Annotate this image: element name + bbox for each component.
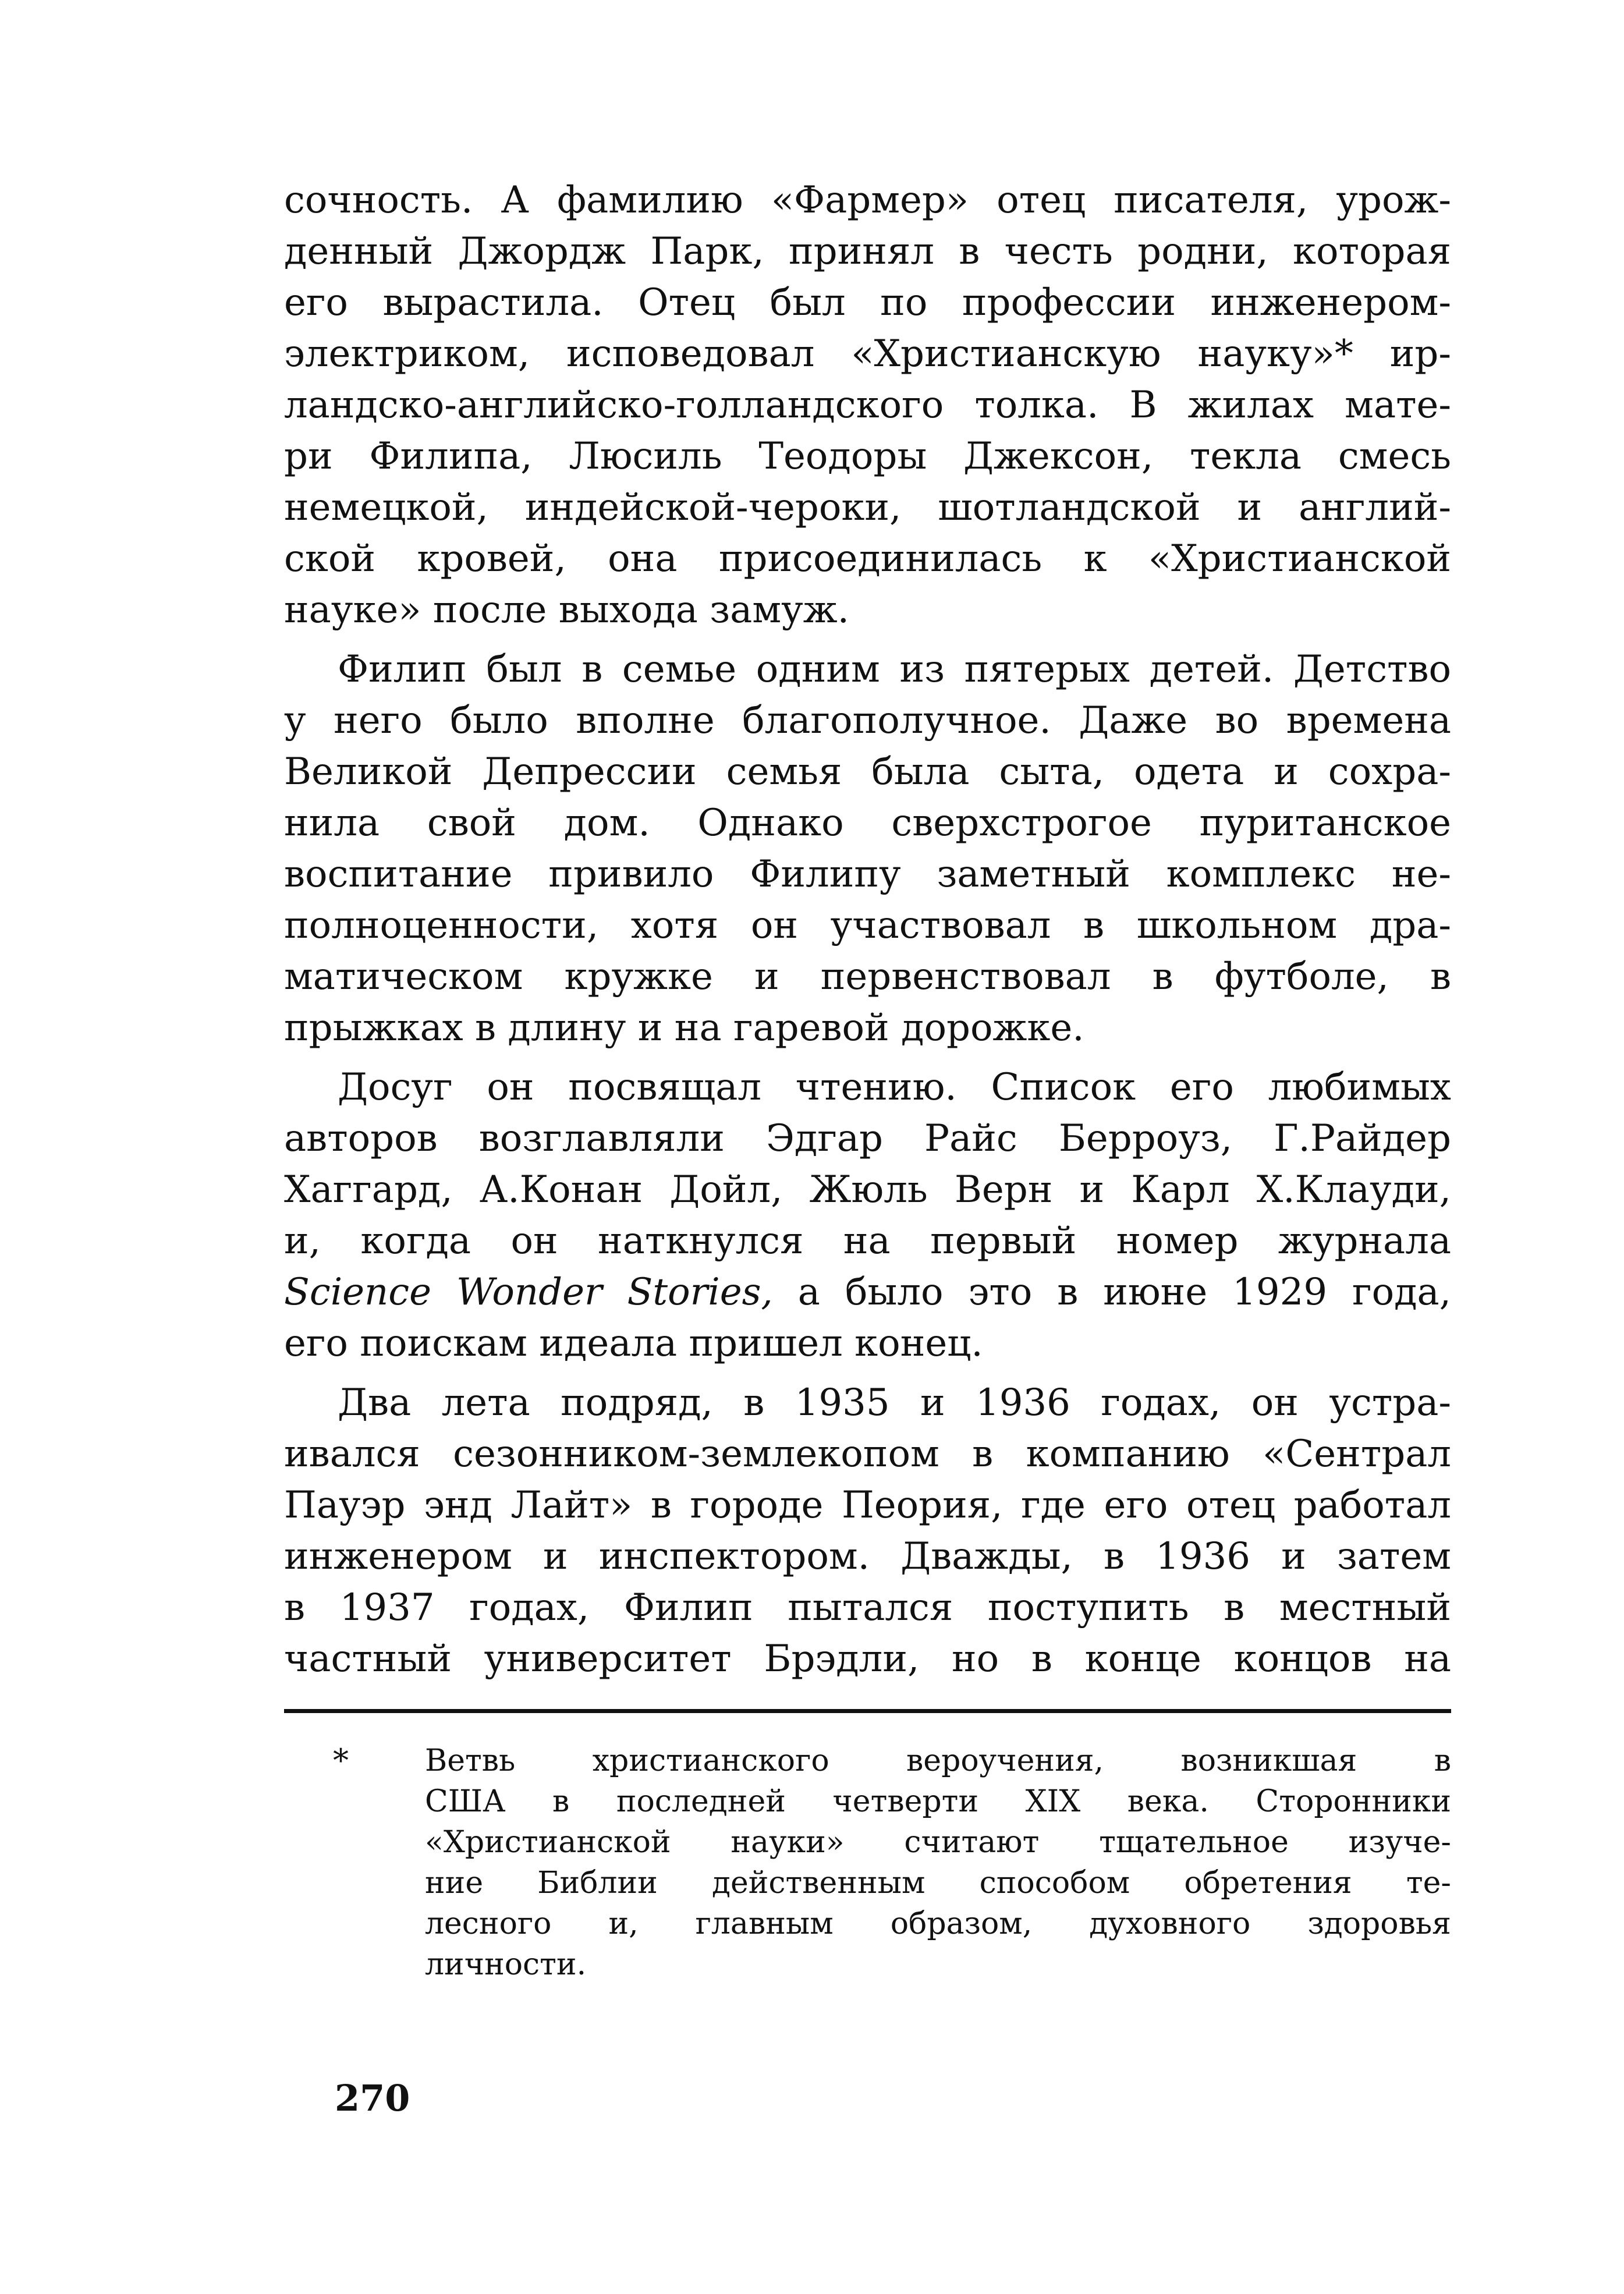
- text-line: воспитание привило Филипу заметный комплекс не-: [284, 853, 1451, 896]
- text-line: Пауэр энд Лайт» в городе Пеория, где его отец работал: [284, 1484, 1451, 1527]
- text-line: авторов возглавляли Эдгар Райс Берроуз, Г.Райдер: [284, 1117, 1451, 1160]
- text-line-remainder: а было это в июне 1929 года,: [772, 1271, 1452, 1314]
- text-line: в 1937 годах, Филип пытался поступить в местный: [284, 1586, 1451, 1629]
- text-line: сочность. А фамилию «Фармер» отец писателя, урож-: [284, 179, 1451, 222]
- paragraph-4: [284, 1377, 1451, 1685]
- footnote-text: [425, 1740, 1451, 1985]
- text-line: Хаггард, А.Конан Дойл, Жюль Верн и Карл Х.Клауди,: [284, 1168, 1451, 1211]
- footnote-divider: [284, 1709, 1451, 1713]
- text-line: у него было вполне благополучное. Даже во времена: [284, 699, 1451, 742]
- text-line: денный Джордж Парк, принял в честь родни, которая: [284, 230, 1451, 273]
- text-line: прыжках в длину и на гаревой дорожке.: [284, 1006, 1084, 1050]
- footnote-line: США в последней четверти XIX века. Сторонники: [425, 1784, 1451, 1819]
- text-line: немецкой, индейской-чероки, шотландской и англий-: [284, 486, 1451, 529]
- text-line: инженером и инспектором. Дважды, в 1936 и затем: [284, 1535, 1451, 1578]
- text-line: Досуг он посвящал чтению. Список его любимых: [338, 1066, 1451, 1109]
- text-line-with-journal-title: [284, 1267, 1451, 1318]
- footnote: [333, 1740, 1451, 1985]
- footnote-line: Ветвь христианского вероучения, возникшая в: [425, 1743, 1451, 1778]
- text-line: Два лета подряд, в 1935 и 1936 годах, он устра-: [338, 1381, 1451, 1424]
- text-line: его вырастила. Отец был по профессии инженером-: [284, 281, 1451, 324]
- footnote-marker: *: [333, 1742, 349, 1779]
- text-line: ландско-английско-голландского толка. В жилах мате-: [284, 384, 1451, 427]
- text-line: науке» после выхода замуж.: [284, 588, 849, 632]
- text-line: матическом кружке и первенствовал в футболе, в: [284, 955, 1451, 998]
- text-line: и, когда он наткнулся на первый номер журнала: [284, 1219, 1451, 1263]
- page-number: 270: [335, 2077, 410, 2119]
- text-line: Великой Депрессии семья была сыта, одета и сохра-: [284, 750, 1451, 793]
- paragraph-2: [284, 644, 1451, 1054]
- footnote-line: «Христианской науки» считают тщательное изуче-: [425, 1825, 1451, 1860]
- main-text: [284, 175, 1451, 1685]
- footnote-line: лесного и, главным образом, духовного здоровья: [425, 1906, 1451, 1941]
- text-line: частный университет Брэдли, но в конце концов на: [284, 1637, 1451, 1680]
- text-line: нила свой дом. Однако сверхстрогое пуританское: [284, 802, 1451, 845]
- text-line: ри Филипа, Люсиль Теодоры Джексон, текла смесь: [284, 435, 1451, 478]
- text-line: электриком, исповедовал «Христианскую науку»* ир-: [284, 332, 1451, 375]
- text-line: ивался сезонником-землекопом в компанию «Сентрал: [284, 1433, 1451, 1476]
- text-line: полноценности, хотя он участвовал в школьном дра-: [284, 904, 1451, 947]
- text-line: ской кровей, она присоединилась к «Христианской: [284, 537, 1451, 580]
- journal-title: Science Wonder Stories,: [284, 1271, 773, 1314]
- footnote-line: ние Библии действенным способом обретения те-: [425, 1866, 1451, 1901]
- paragraph-1: [284, 175, 1451, 636]
- footnote-line: личности.: [425, 1947, 587, 1982]
- paragraph-3: [284, 1062, 1451, 1369]
- text-line: его поискам идеала пришел конец.: [284, 1322, 983, 1365]
- text-line: Филип был в семье одним из пятерых детей. Детство: [338, 648, 1451, 691]
